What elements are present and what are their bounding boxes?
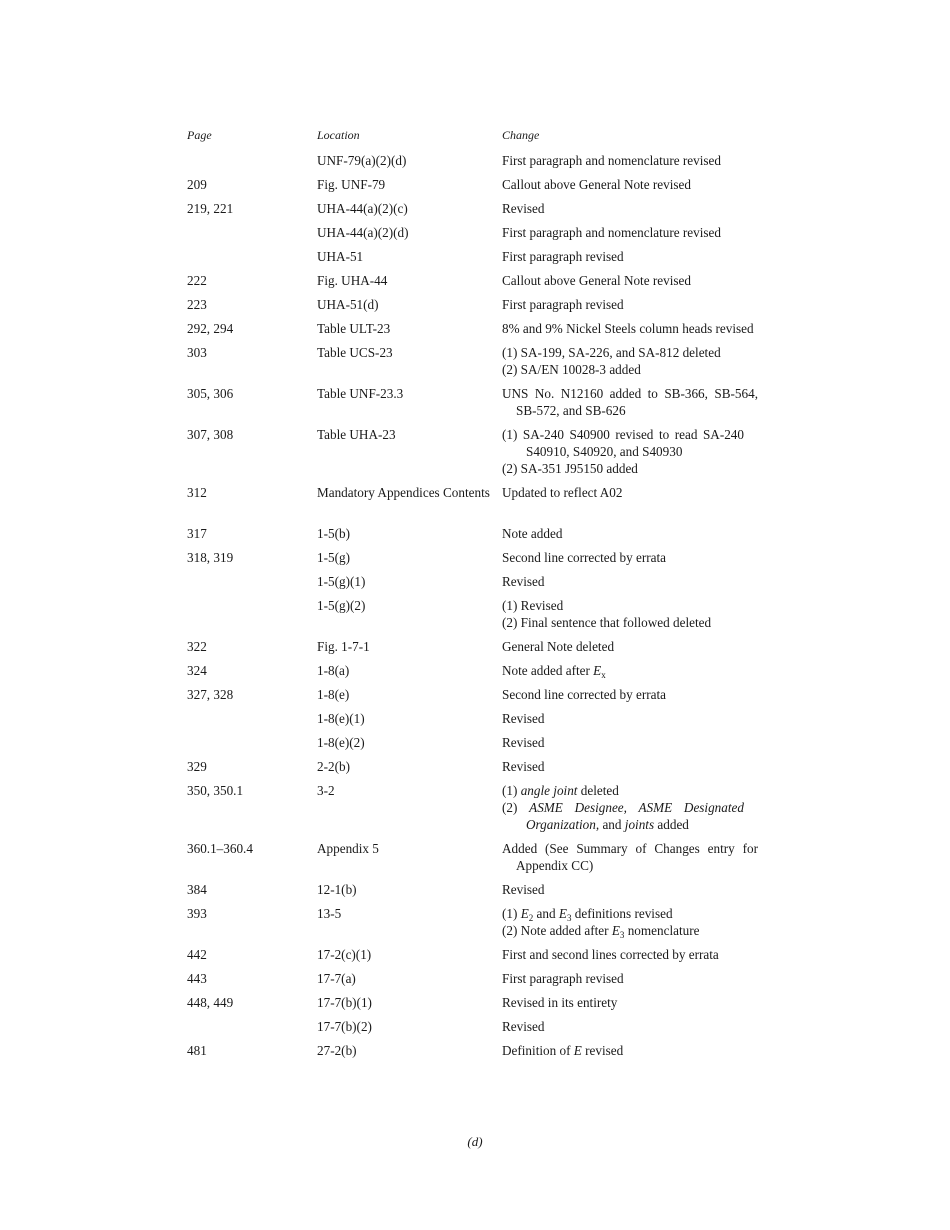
row-change: Revised (502, 201, 545, 216)
change-item: (1) Revised (502, 598, 564, 613)
row-location: Table ULT-23 (317, 321, 391, 336)
row-location: UHA-51 (317, 249, 364, 264)
row-change (502, 426, 744, 477)
math-symbol: E (593, 663, 602, 678)
row-change: Revised (502, 735, 545, 750)
table-row (0, 525, 950, 542)
row-page: 318, 319 (187, 550, 234, 565)
item-text: definitions revised (571, 906, 673, 921)
row-location: 2-2(b) (317, 759, 350, 774)
row-page: 312 (187, 485, 207, 500)
row-change: First paragraph revised (502, 971, 624, 986)
row-location: 1-8(e)(1) (317, 711, 365, 726)
change-item: (1) SA-199, SA-226, and SA-812 deleted (502, 345, 721, 360)
row-page: 322 (187, 639, 207, 654)
change-text: Note added after (502, 663, 594, 678)
change-item (502, 922, 744, 939)
row-page: 350, 350.1 (187, 783, 244, 798)
row-location: Fig. 1-7-1 (317, 639, 370, 654)
item-text: and (533, 906, 559, 921)
table-row (0, 549, 950, 566)
math-subscript: x (601, 670, 606, 680)
table-row (0, 758, 950, 775)
table-row (0, 662, 950, 679)
row-location: 17-7(b)(2) (317, 1019, 372, 1034)
row-location: 13-5 (317, 906, 342, 921)
table-row (0, 484, 950, 518)
row-page: 443 (187, 971, 207, 986)
row-change: Revised (502, 711, 545, 726)
table-row (0, 970, 950, 987)
table-row (0, 176, 950, 193)
table-row (0, 905, 950, 939)
row-location: Table UNF-23.3 (317, 386, 404, 401)
table-row (0, 840, 950, 874)
row-page: 329 (187, 759, 207, 774)
row-page: 307, 308 (187, 427, 234, 442)
item-number: (2) (502, 800, 530, 815)
row-change: First and second lines corrected by errata (502, 947, 719, 962)
row-change (502, 344, 744, 378)
row-change: Added (See Summary of Changes entry for Appendix CC) (502, 841, 758, 873)
row-page: 481 (187, 1043, 207, 1058)
math-subscript: 3 (566, 913, 572, 923)
italic-term: angle joint (520, 783, 578, 798)
table-row (0, 272, 950, 289)
row-change: Revised (502, 882, 545, 897)
row-location: 12-1(b) (317, 882, 357, 897)
row-page: 384 (187, 882, 207, 897)
row-location: UHA-44(a)(2)(d) (317, 225, 409, 240)
row-location: Mandatory Appendices Contents (317, 485, 490, 500)
row-change: Callout above General Note revised (502, 273, 691, 288)
row-change: Second line corrected by errata (502, 550, 667, 565)
table-row (0, 782, 950, 833)
row-location: 1-8(e)(2) (317, 735, 365, 750)
row-page: 209 (187, 177, 207, 192)
table-row (0, 1042, 950, 1059)
row-page: 305, 306 (187, 386, 234, 401)
row-location: 17-2(c)(1) (317, 947, 372, 962)
change-item: (1) SA-240 S40900 revised to read SA-240 S40910, S40920, and S40930 (502, 427, 744, 459)
math-symbol: E (573, 1043, 582, 1058)
row-location: Fig. UNF-79 (317, 177, 386, 192)
item-text: (2) Note added after (502, 923, 612, 938)
item-number: (1) (502, 783, 521, 798)
row-location: 27-2(b) (317, 1043, 357, 1058)
table-row (0, 426, 950, 477)
change-item (502, 905, 744, 922)
change-text: revised (581, 1043, 624, 1058)
change-item (502, 782, 744, 799)
item-text: deleted (577, 783, 619, 798)
item-text: and (599, 817, 625, 832)
row-change: First paragraph and nomenclature revised (502, 153, 721, 168)
row-change: First paragraph and nomenclature revised (502, 225, 721, 240)
change-item: (2) Final sentence that followed deleted (502, 615, 712, 630)
table-row (0, 946, 950, 963)
row-change: Callout above General Note revised (502, 177, 691, 192)
row-page: 222 (187, 273, 207, 288)
row-page: 360.1–360.4 (187, 841, 253, 856)
row-change: General Note deleted (502, 639, 615, 654)
math-symbol: E (520, 906, 529, 921)
row-location: 1-5(g)(1) (317, 574, 366, 589)
row-location: Table UCS-23 (317, 345, 393, 360)
row-location: 17-7(b)(1) (317, 995, 372, 1010)
table-row (0, 573, 950, 590)
row-location: Appendix 5 (317, 841, 379, 856)
row-page: 219, 221 (187, 201, 234, 216)
row-change: Second line corrected by errata (502, 687, 667, 702)
row-change (502, 1042, 758, 1059)
row-page: 324 (187, 663, 207, 678)
math-symbol: E (611, 923, 620, 938)
row-location: Table UHA-23 (317, 427, 396, 442)
change-item: (2) SA-351 J95150 added (502, 461, 638, 476)
row-change: First paragraph revised (502, 249, 624, 264)
header-change: Change (502, 128, 540, 142)
row-page: 442 (187, 947, 207, 962)
row-change (502, 905, 744, 939)
row-change: Revised (502, 1019, 545, 1034)
table-row (0, 881, 950, 898)
page-folio: (d) (467, 1134, 483, 1149)
row-location: 1-5(b) (317, 526, 350, 541)
row-change: Note added (502, 526, 563, 541)
row-page: 303 (187, 345, 207, 360)
changes-table (0, 152, 950, 1066)
table-row (0, 224, 950, 241)
table-row (0, 320, 950, 337)
row-change: 8% and 9% Nickel Steels column heads revised (502, 321, 754, 336)
change-text: Definition of (502, 1043, 574, 1058)
row-location: 1-8(e) (317, 687, 350, 702)
row-location: UHA-44(a)(2)(c) (317, 201, 408, 216)
math-symbol: E (558, 906, 567, 921)
row-page: 223 (187, 297, 207, 312)
row-page: 327, 328 (187, 687, 234, 702)
row-page: 448, 449 (187, 995, 234, 1010)
italic-term: ASME Designee, ASME Designated Organization, (526, 800, 744, 832)
header-location: Location (317, 128, 360, 142)
row-location: 3-2 (317, 783, 335, 798)
table-row (0, 597, 950, 631)
row-location: 1-5(g)(2) (317, 598, 366, 613)
change-item (502, 799, 744, 833)
row-page: 393 (187, 906, 207, 921)
row-change (502, 597, 744, 631)
table-row (0, 734, 950, 751)
row-location: 17-7(a) (317, 971, 356, 986)
table-row (0, 1018, 950, 1035)
table-row (0, 686, 950, 703)
row-location: Fig. UHA-44 (317, 273, 388, 288)
row-location: 1-8(a) (317, 663, 350, 678)
table-row (0, 344, 950, 378)
row-change (502, 662, 758, 679)
row-page: 292, 294 (187, 321, 234, 336)
row-change: Updated to reflect A02 (502, 485, 623, 500)
table-row (0, 710, 950, 727)
italic-term: joints (624, 817, 655, 832)
math-subscript: 2 (528, 913, 534, 923)
row-change (502, 782, 744, 833)
row-location: UHA-51(d) (317, 297, 379, 312)
row-page: 317 (187, 526, 207, 541)
item-number: (1) (502, 906, 521, 921)
table-row (0, 200, 950, 217)
header-page: Page (187, 128, 212, 142)
change-item: (2) SA/EN 10028-3 added (502, 362, 641, 377)
row-location: UNF-79(a)(2)(d) (317, 153, 407, 168)
table-row (0, 248, 950, 265)
table-row (0, 296, 950, 313)
math-subscript: 3 (619, 930, 625, 940)
table-row (0, 152, 950, 169)
table-row (0, 994, 950, 1011)
table-row (0, 385, 950, 419)
row-change: First paragraph revised (502, 297, 624, 312)
row-change: Revised (502, 574, 545, 589)
item-text: nomenclature (624, 923, 700, 938)
item-text: added (654, 817, 689, 832)
row-change: Revised (502, 759, 545, 774)
row-location: 1-5(g) (317, 550, 350, 565)
row-change: UNS No. N12160 added to SB-366, SB-564, SB-572, and SB-626 (502, 386, 758, 418)
row-change: Revised in its entirety (502, 995, 618, 1010)
table-row (0, 638, 950, 655)
